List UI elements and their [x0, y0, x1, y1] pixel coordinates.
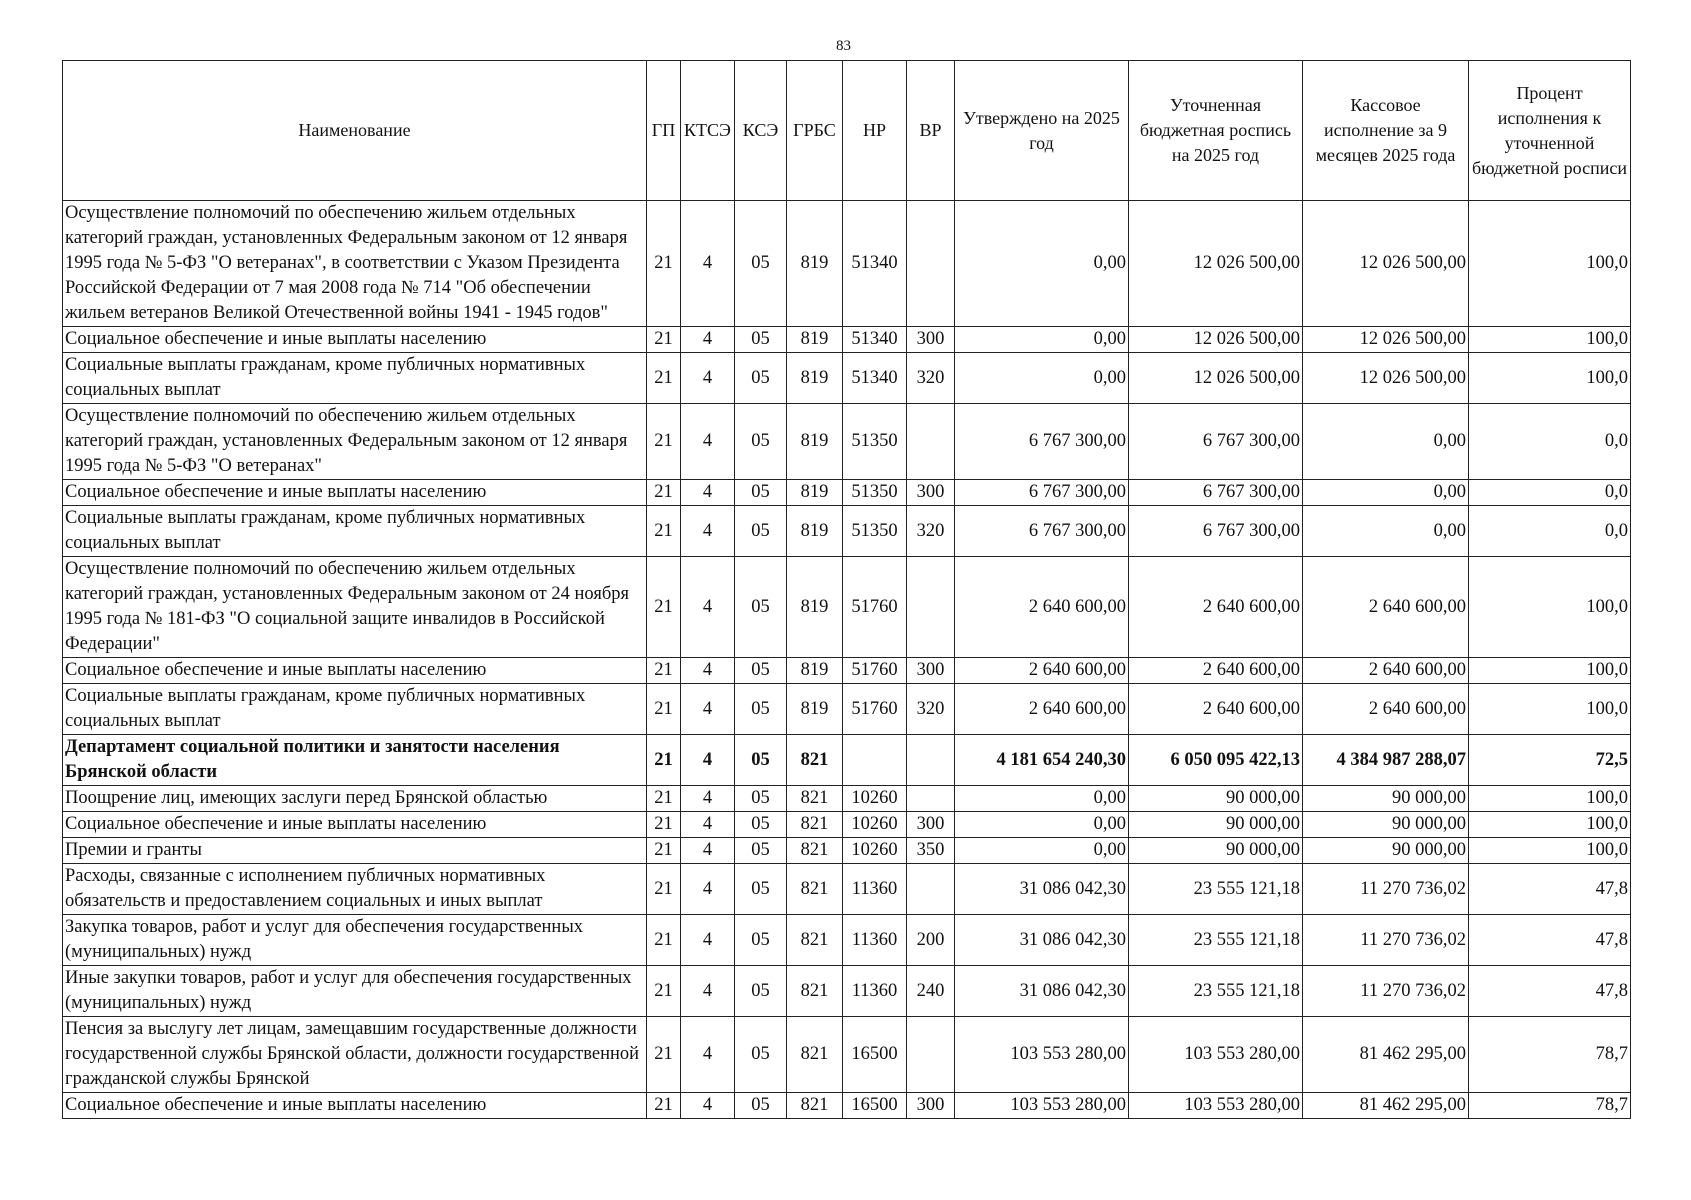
cell-grbs: 819 [787, 658, 843, 684]
cell-np: 51350 [843, 506, 907, 557]
table-row [63, 557, 1631, 658]
cell-name: Осуществление полномочий по обеспечению жильем отдельных категорий граждан, установленных Федеральным законом от 24 ноября 1995 года № 181-ФЗ "О социальной защите инвалидов в Российской Федерации" [63, 557, 647, 658]
cell-percent: 100,0 [1469, 838, 1631, 864]
cell-kse: 05 [735, 327, 787, 353]
cell-np: 51760 [843, 684, 907, 735]
cell-name: Социальные выплаты гражданам, кроме публичных нормативных социальных выплат [63, 684, 647, 735]
cell-np: 51340 [843, 353, 907, 404]
cell-np [843, 735, 907, 786]
cell-percent: 100,0 [1469, 812, 1631, 838]
cell-percent: 0,0 [1469, 404, 1631, 480]
header-kse: КСЭ [735, 61, 787, 201]
cell-percent: 100,0 [1469, 557, 1631, 658]
cell-vr: 350 [907, 838, 955, 864]
header-percent: Процент исполнения к уточненной бюджетной росписи [1469, 61, 1631, 201]
cell-np: 11360 [843, 915, 907, 966]
cell-percent: 100,0 [1469, 327, 1631, 353]
cell-gp: 21 [647, 506, 681, 557]
cell-gp: 21 [647, 966, 681, 1017]
cell-name: Департамент социальной политики и занятости населения Брянской области [63, 735, 647, 786]
cell-refined: 6 050 095 422,13 [1129, 735, 1303, 786]
cell-approved: 0,00 [955, 353, 1129, 404]
cell-vr [907, 1017, 955, 1093]
cell-refined: 12 026 500,00 [1129, 327, 1303, 353]
cell-grbs: 821 [787, 786, 843, 812]
cell-gp: 21 [647, 201, 681, 327]
cell-vr: 320 [907, 353, 955, 404]
cell-cash: 12 026 500,00 [1303, 327, 1469, 353]
cell-name: Социальное обеспечение и иные выплаты населению [63, 812, 647, 838]
cell-name: Социальное обеспечение и иные выплаты населению [63, 480, 647, 506]
cell-vr: 300 [907, 658, 955, 684]
cell-cash: 12 026 500,00 [1303, 353, 1469, 404]
cell-kse: 05 [735, 506, 787, 557]
cell-cash: 11 270 736,02 [1303, 915, 1469, 966]
cell-vr: 320 [907, 506, 955, 557]
cell-grbs: 821 [787, 1017, 843, 1093]
cell-np: 11360 [843, 864, 907, 915]
cell-ktse: 4 [681, 480, 735, 506]
cell-np: 10260 [843, 812, 907, 838]
cell-grbs: 821 [787, 838, 843, 864]
cell-kse: 05 [735, 838, 787, 864]
cell-vr: 300 [907, 480, 955, 506]
cell-vr: 320 [907, 684, 955, 735]
cell-cash: 81 462 295,00 [1303, 1093, 1469, 1119]
table-row [63, 684, 1631, 735]
cell-vr: 300 [907, 1093, 955, 1119]
cell-refined: 103 553 280,00 [1129, 1017, 1303, 1093]
table-row [63, 658, 1631, 684]
cell-cash: 0,00 [1303, 480, 1469, 506]
cell-approved: 0,00 [955, 786, 1129, 812]
cell-grbs: 819 [787, 684, 843, 735]
cell-np: 10260 [843, 786, 907, 812]
cell-refined: 2 640 600,00 [1129, 684, 1303, 735]
cell-cash: 2 640 600,00 [1303, 684, 1469, 735]
cell-ktse: 4 [681, 506, 735, 557]
cell-cash: 90 000,00 [1303, 786, 1469, 812]
cell-gp: 21 [647, 684, 681, 735]
cell-kse: 05 [735, 1017, 787, 1093]
cell-percent: 0,0 [1469, 480, 1631, 506]
cell-ktse: 4 [681, 327, 735, 353]
cell-grbs: 821 [787, 915, 843, 966]
header-grbs: ГРБС [787, 61, 843, 201]
cell-approved: 0,00 [955, 201, 1129, 327]
cell-vr [907, 557, 955, 658]
cell-np: 51350 [843, 480, 907, 506]
cell-grbs: 821 [787, 735, 843, 786]
cell-kse: 05 [735, 966, 787, 1017]
cell-kse: 05 [735, 786, 787, 812]
cell-refined: 23 555 121,18 [1129, 864, 1303, 915]
cell-percent: 47,8 [1469, 966, 1631, 1017]
cell-kse: 05 [735, 658, 787, 684]
cell-percent: 72,5 [1469, 735, 1631, 786]
cell-gp: 21 [647, 1017, 681, 1093]
table-row [63, 735, 1631, 786]
table-row [63, 915, 1631, 966]
cell-ktse: 4 [681, 684, 735, 735]
cell-ktse: 4 [681, 557, 735, 658]
cell-name: Социальные выплаты гражданам, кроме публичных нормативных социальных выплат [63, 353, 647, 404]
cell-refined: 6 767 300,00 [1129, 480, 1303, 506]
header-ktse: КТСЭ [681, 61, 735, 201]
cell-kse: 05 [735, 812, 787, 838]
cell-gp: 21 [647, 404, 681, 480]
table-row [63, 966, 1631, 1017]
table-row [63, 201, 1631, 327]
cell-name: Пенсия за выслугу лет лицам, замещавшим государственные должности государственной службы Брянской области, должности государственной гражданской службы Брянской [63, 1017, 647, 1093]
table-row [63, 786, 1631, 812]
cell-kse: 05 [735, 864, 787, 915]
cell-vr [907, 201, 955, 327]
cell-gp: 21 [647, 1093, 681, 1119]
cell-kse: 05 [735, 353, 787, 404]
cell-approved: 2 640 600,00 [955, 658, 1129, 684]
cell-percent: 100,0 [1469, 684, 1631, 735]
cell-percent: 78,7 [1469, 1093, 1631, 1119]
cell-gp: 21 [647, 353, 681, 404]
cell-ktse: 4 [681, 1093, 735, 1119]
cell-np: 51340 [843, 201, 907, 327]
cell-refined: 90 000,00 [1129, 786, 1303, 812]
cell-gp: 21 [647, 812, 681, 838]
cell-percent: 47,8 [1469, 864, 1631, 915]
cell-approved: 31 086 042,30 [955, 966, 1129, 1017]
cell-cash: 0,00 [1303, 506, 1469, 557]
table-header-row [63, 61, 1631, 201]
cell-kse: 05 [735, 404, 787, 480]
cell-name: Социальное обеспечение и иные выплаты населению [63, 658, 647, 684]
page-number: 83 [836, 38, 851, 54]
cell-refined: 90 000,00 [1129, 812, 1303, 838]
cell-vr [907, 735, 955, 786]
cell-percent: 47,8 [1469, 915, 1631, 966]
cell-ktse: 4 [681, 201, 735, 327]
cell-approved: 103 553 280,00 [955, 1017, 1129, 1093]
cell-ktse: 4 [681, 812, 735, 838]
table-row [63, 327, 1631, 353]
cell-name: Социальное обеспечение и иные выплаты населению [63, 327, 647, 353]
cell-grbs: 819 [787, 327, 843, 353]
cell-approved: 0,00 [955, 812, 1129, 838]
cell-np: 10260 [843, 838, 907, 864]
header-name: Наименование [63, 61, 647, 201]
cell-gp: 21 [647, 838, 681, 864]
cell-name: Социальные выплаты гражданам, кроме публичных нормативных социальных выплат [63, 506, 647, 557]
cell-grbs: 821 [787, 966, 843, 1017]
cell-grbs: 819 [787, 201, 843, 327]
cell-ktse: 4 [681, 838, 735, 864]
cell-cash: 90 000,00 [1303, 838, 1469, 864]
cell-grbs: 821 [787, 1093, 843, 1119]
cell-gp: 21 [647, 864, 681, 915]
cell-percent: 100,0 [1469, 353, 1631, 404]
cell-refined: 2 640 600,00 [1129, 557, 1303, 658]
cell-gp: 21 [647, 915, 681, 966]
cell-cash: 11 270 736,02 [1303, 864, 1469, 915]
cell-np: 51350 [843, 404, 907, 480]
cell-kse: 05 [735, 480, 787, 506]
cell-cash: 2 640 600,00 [1303, 658, 1469, 684]
table-row [63, 1093, 1631, 1119]
cell-kse: 05 [735, 915, 787, 966]
table-row [63, 1017, 1631, 1093]
header-refined: Уточненная бюджетная роспись на 2025 год [1129, 61, 1303, 201]
cell-ktse: 4 [681, 353, 735, 404]
cell-refined: 2 640 600,00 [1129, 658, 1303, 684]
cell-np: 11360 [843, 966, 907, 1017]
header-np: НР [843, 61, 907, 201]
cell-approved: 6 767 300,00 [955, 506, 1129, 557]
cell-percent: 78,7 [1469, 1017, 1631, 1093]
cell-refined: 12 026 500,00 [1129, 353, 1303, 404]
cell-np: 51760 [843, 557, 907, 658]
cell-approved: 0,00 [955, 838, 1129, 864]
cell-gp: 21 [647, 658, 681, 684]
table-row [63, 812, 1631, 838]
cell-grbs: 819 [787, 480, 843, 506]
table-row [63, 404, 1631, 480]
cell-approved: 6 767 300,00 [955, 404, 1129, 480]
cell-refined: 23 555 121,18 [1129, 915, 1303, 966]
cell-refined: 23 555 121,18 [1129, 966, 1303, 1017]
cell-ktse: 4 [681, 915, 735, 966]
cell-grbs: 821 [787, 864, 843, 915]
cell-percent: 100,0 [1469, 201, 1631, 327]
cell-cash: 4 384 987 288,07 [1303, 735, 1469, 786]
header-gp: ГП [647, 61, 681, 201]
cell-kse: 05 [735, 201, 787, 327]
cell-ktse: 4 [681, 864, 735, 915]
cell-ktse: 4 [681, 404, 735, 480]
cell-name: Осуществление полномочий по обеспечению жильем отдельных категорий граждан, установленных Федеральным законом от 12 января 1995 года № 5-ФЗ "О ветеранах" [63, 404, 647, 480]
cell-cash: 81 462 295,00 [1303, 1017, 1469, 1093]
cell-approved: 2 640 600,00 [955, 557, 1129, 658]
cell-name: Расходы, связанные с исполнением публичных нормативных обязательств и предоставлением социальных и иных выплат [63, 864, 647, 915]
cell-ktse: 4 [681, 735, 735, 786]
cell-grbs: 819 [787, 404, 843, 480]
cell-gp: 21 [647, 786, 681, 812]
cell-ktse: 4 [681, 658, 735, 684]
cell-approved: 31 086 042,30 [955, 864, 1129, 915]
cell-kse: 05 [735, 684, 787, 735]
cell-vr: 200 [907, 915, 955, 966]
cell-kse: 05 [735, 735, 787, 786]
cell-refined: 12 026 500,00 [1129, 201, 1303, 327]
cell-refined: 6 767 300,00 [1129, 506, 1303, 557]
cell-vr [907, 786, 955, 812]
table-row [63, 506, 1631, 557]
cell-approved: 4 181 654 240,30 [955, 735, 1129, 786]
cell-name: Поощрение лиц, имеющих заслуги перед Брянской областью [63, 786, 647, 812]
cell-ktse: 4 [681, 786, 735, 812]
cell-percent: 0,0 [1469, 506, 1631, 557]
header-vr: ВР [907, 61, 955, 201]
header-approved: Утверждено на 2025 год [955, 61, 1129, 201]
cell-np: 16500 [843, 1093, 907, 1119]
cell-approved: 31 086 042,30 [955, 915, 1129, 966]
table-row [63, 864, 1631, 915]
table-body [63, 201, 1631, 1119]
cell-gp: 21 [647, 557, 681, 658]
cell-percent: 100,0 [1469, 786, 1631, 812]
cell-kse: 05 [735, 557, 787, 658]
cell-name: Осуществление полномочий по обеспечению жильем отдельных категорий граждан, установленных Федеральным законом от 12 января 1995 года № 5-ФЗ "О ветеранах", в соответствии с Указом Президента Российской Федерации от 7 мая 2008 года № 714 "Об обеспечении жильем ветеранов Великой Отечественной войны 1941 - 1945 годов" [63, 201, 647, 327]
cell-ktse: 4 [681, 966, 735, 1017]
cell-vr [907, 864, 955, 915]
cell-grbs: 821 [787, 812, 843, 838]
cell-grbs: 819 [787, 557, 843, 658]
cell-grbs: 819 [787, 506, 843, 557]
cell-name: Иные закупки товаров, работ и услуг для обеспечения государственных (муниципальных) нужд [63, 966, 647, 1017]
cell-refined: 6 767 300,00 [1129, 404, 1303, 480]
cell-refined: 90 000,00 [1129, 838, 1303, 864]
cell-percent: 100,0 [1469, 658, 1631, 684]
cell-cash: 90 000,00 [1303, 812, 1469, 838]
cell-cash: 2 640 600,00 [1303, 557, 1469, 658]
cell-approved: 0,00 [955, 327, 1129, 353]
cell-np: 51760 [843, 658, 907, 684]
table-row [63, 480, 1631, 506]
cell-cash: 11 270 736,02 [1303, 966, 1469, 1017]
cell-approved: 103 553 280,00 [955, 1093, 1129, 1119]
cell-approved: 2 640 600,00 [955, 684, 1129, 735]
cell-approved: 6 767 300,00 [955, 480, 1129, 506]
table-row [63, 838, 1631, 864]
cell-np: 16500 [843, 1017, 907, 1093]
cell-np: 51340 [843, 327, 907, 353]
cell-name: Премии и гранты [63, 838, 647, 864]
cell-kse: 05 [735, 1093, 787, 1119]
cell-name: Социальное обеспечение и иные выплаты населению [63, 1093, 647, 1119]
cell-vr [907, 404, 955, 480]
cell-grbs: 819 [787, 353, 843, 404]
cell-cash: 0,00 [1303, 404, 1469, 480]
cell-cash: 12 026 500,00 [1303, 201, 1469, 327]
cell-ktse: 4 [681, 1017, 735, 1093]
cell-vr: 300 [907, 812, 955, 838]
cell-name: Закупка товаров, работ и услуг для обеспечения государственных (муниципальных) нужд [63, 915, 647, 966]
cell-vr: 300 [907, 327, 955, 353]
cell-vr: 240 [907, 966, 955, 1017]
cell-gp: 21 [647, 480, 681, 506]
cell-gp: 21 [647, 735, 681, 786]
table-row [63, 353, 1631, 404]
header-cash: Кассовое исполнение за 9 месяцев 2025 года [1303, 61, 1469, 201]
budget-table [62, 60, 1631, 1119]
cell-refined: 103 553 280,00 [1129, 1093, 1303, 1119]
cell-gp: 21 [647, 327, 681, 353]
